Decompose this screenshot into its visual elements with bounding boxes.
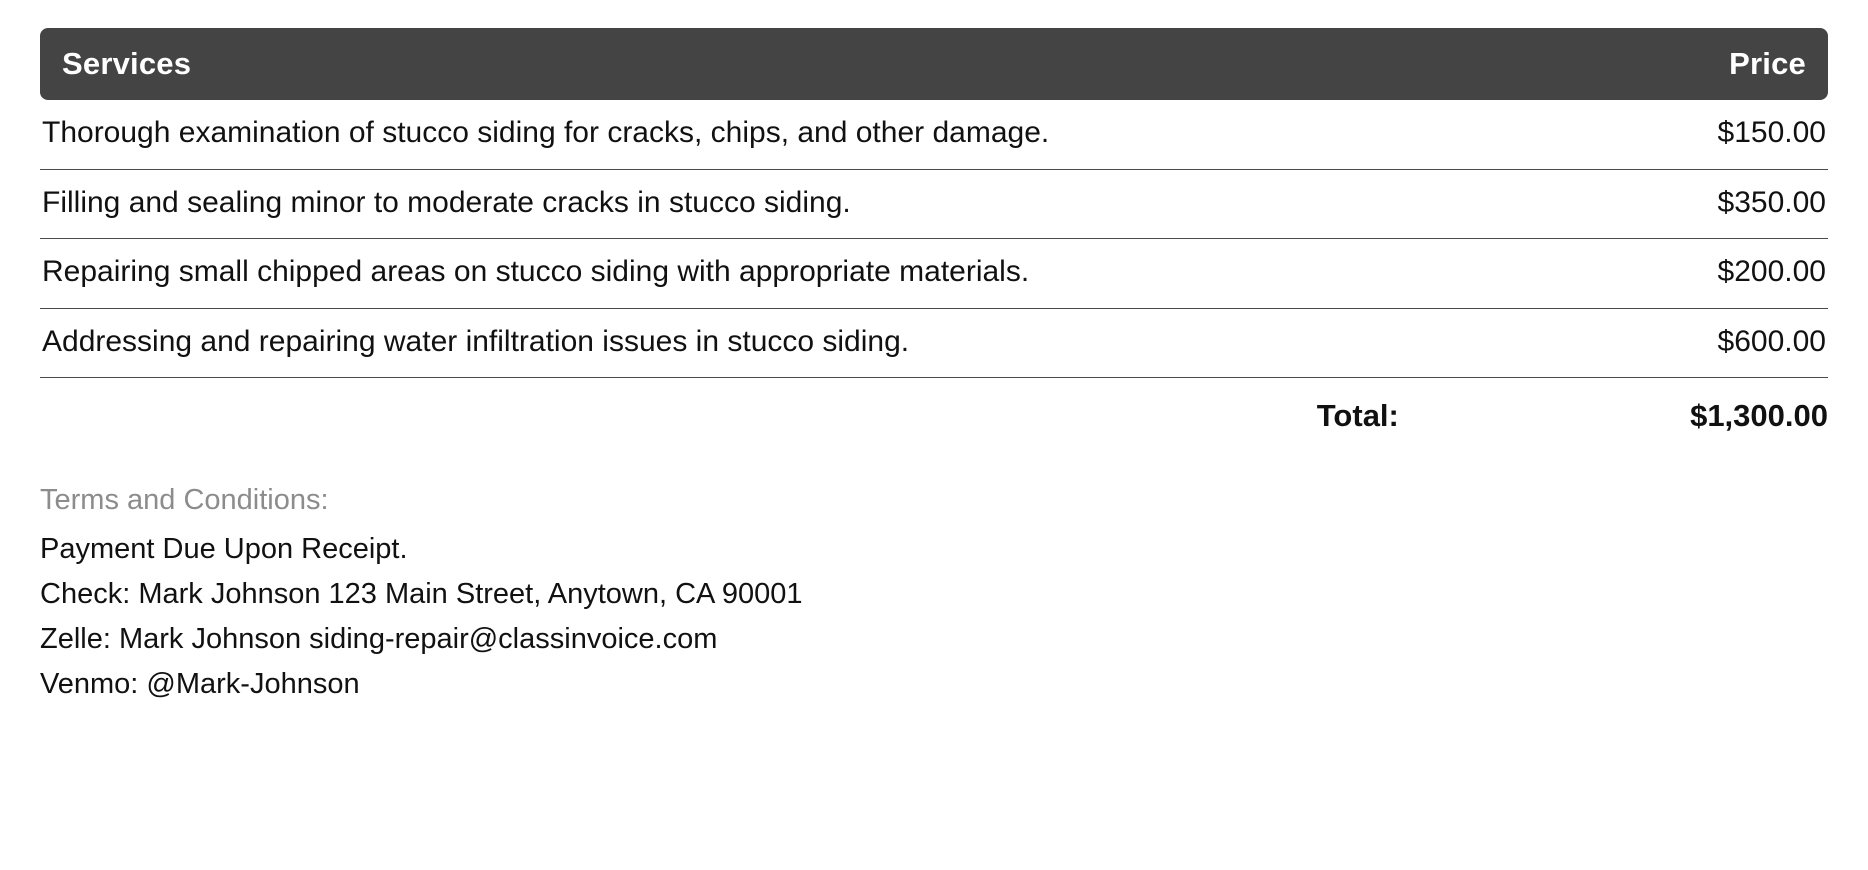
terms-line-zelle: Zelle: Mark Johnson siding-repair@classinvoice.com [40,622,718,655]
service-description: Repairing small chipped areas on stucco siding with appropriate materials. [40,239,1399,309]
services-table [40,28,1828,438]
column-header-price: Price [1399,28,1828,100]
service-description: Filling and sealing minor to moderate cracks in stucco siding. [40,169,1399,239]
table-row [40,100,1828,169]
total-value: $1,300.00 [1690,398,1828,433]
terms-line-check: Check: Mark Johnson 123 Main Street, Anytown, CA 90001 [40,577,803,610]
table-header-row [40,28,1828,100]
terms-and-conditions-section [40,484,1828,707]
services-table-body [40,100,1828,378]
service-price: $150.00 [1399,100,1828,169]
terms-line-payment: Payment Due Upon Receipt. [40,533,408,565]
service-price: $350.00 [1399,169,1828,239]
total-row [40,378,1828,439]
service-price: $600.00 [1399,308,1828,378]
table-row [40,308,1828,378]
service-price: $200.00 [1399,239,1828,309]
service-description: Addressing and repairing water infiltration issues in stucco siding. [40,308,1399,378]
services-table-header [40,28,1828,100]
table-row [40,169,1828,239]
service-description: Thorough examination of stucco siding for cracks, chips, and other damage. [40,100,1399,169]
total-label: Total: [1316,398,1399,433]
services-table-footer [40,378,1828,439]
terms-title: Terms and Conditions: [40,484,329,516]
column-header-services: Services [40,28,1399,100]
table-row [40,239,1828,309]
terms-line-venmo: Venmo: @Mark-Johnson [40,667,360,700]
